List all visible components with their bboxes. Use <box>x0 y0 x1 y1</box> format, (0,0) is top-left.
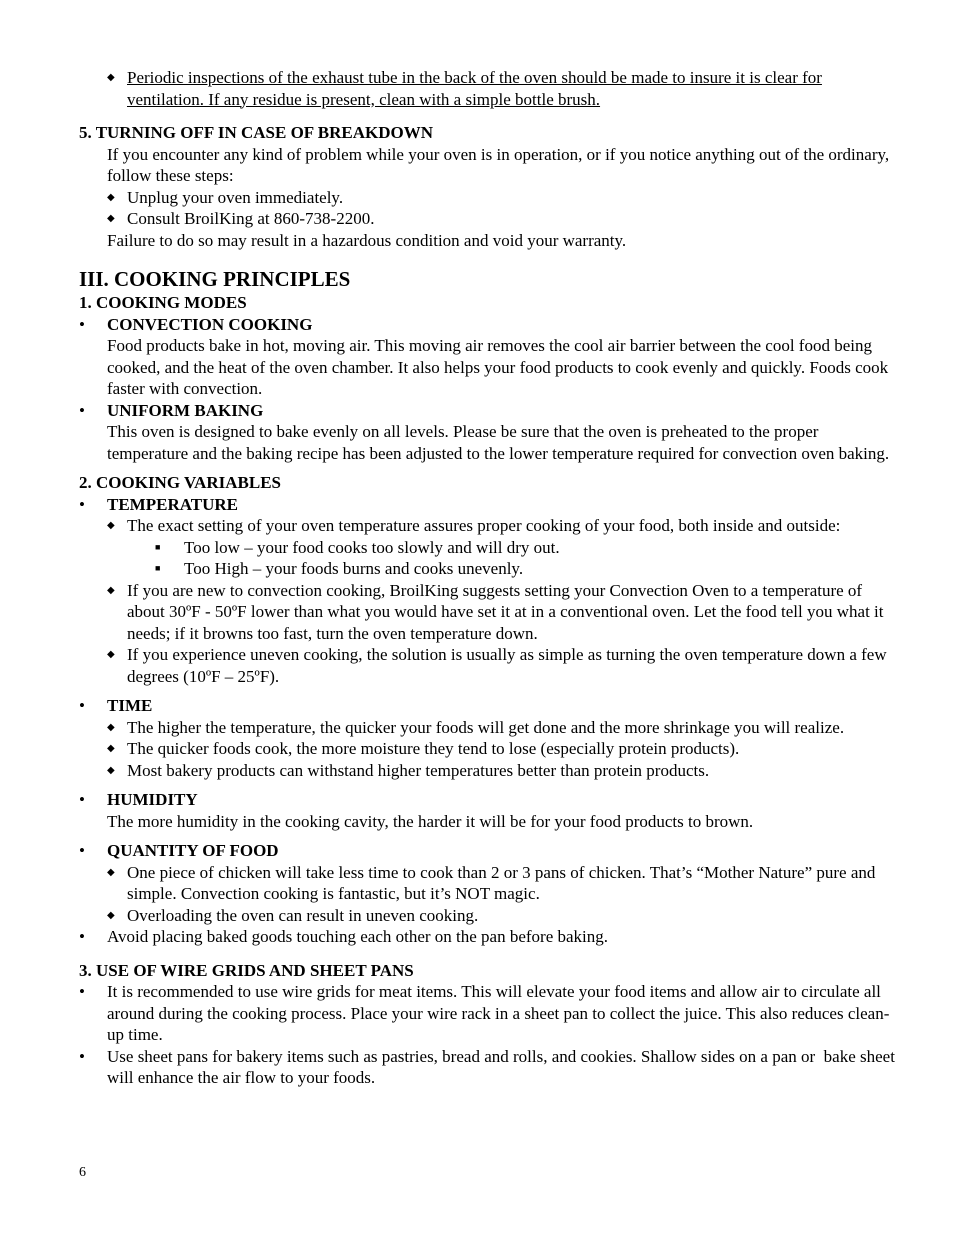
time-bullet-text: Most bakery products can withstand higher temperatures better than protein products. <box>127 760 710 780</box>
time-title: TIME <box>107 696 153 715</box>
cooking-modes-heading: 1. COOKING MODES <box>79 293 247 312</box>
manual-page <box>79 67 899 1089</box>
uniform-baking-text: This oven is designed to bake evenly on all levels. Please be sure that the oven is preheated to the proper temperature and the baking recipe has been adjusted to the lower temperature required for convection oven baking. <box>107 422 890 463</box>
time-bullet <box>79 760 899 782</box>
quantity-bullet <box>79 905 899 927</box>
temperature-item <box>79 494 899 516</box>
diamond-bullet-icon: ◆ <box>107 743 115 754</box>
round-bullet-icon: • <box>79 400 85 420</box>
breakdown-outro: Failure to do so may result in a hazardous condition and void your warranty. <box>107 230 627 250</box>
diamond-bullet-icon: ◆ <box>107 764 115 776</box>
avoid-touching-item <box>79 926 899 948</box>
exhaust-inspection-text: Periodic inspections of the exhaust tube in the back of the oven should be made to insure it is clear for ventilation. If any residue is present, clean with a simple bottle brush. <box>127 68 822 109</box>
humidity-item <box>79 789 899 832</box>
temperature-title: TEMPERATURE <box>107 494 238 514</box>
uniform-baking-title: UNIFORM BAKING <box>107 400 264 420</box>
diamond-bullet-icon: ◆ <box>107 72 115 83</box>
breakdown-intro: If you encounter any kind of problem while your oven is in operation, or if you notice anything out of the ordinary, follow these steps: <box>107 144 890 185</box>
breakdown-step <box>79 187 899 209</box>
breakdown-step-text: Consult BroilKing at 860-738-2200. <box>127 209 375 228</box>
temperature-sub-bullet <box>79 537 899 559</box>
square-bullet-icon: ■ <box>155 541 161 552</box>
round-bullet-icon: • <box>79 841 85 860</box>
diamond-bullet-icon: ◆ <box>107 520 115 531</box>
quantity-bullet <box>79 862 899 905</box>
time-bullet-text: The quicker foods cook, the more moisture they tend to lose (especially protein products). <box>127 739 740 758</box>
wire-grids-item <box>79 981 899 1046</box>
humidity-title: HUMIDITY <box>107 790 198 809</box>
time-bullet <box>79 738 899 760</box>
convection-cooking-title: CONVECTION COOKING <box>107 314 313 334</box>
round-bullet-icon: • <box>79 494 85 514</box>
sheet-pans-text: Use sheet pans for bakery items such as pastries, bread and rolls, and cookies. Shallow sides on a pan or bake sheet will enhance the air flow to your foods. <box>107 1046 895 1087</box>
diamond-bullet-icon: ◆ <box>107 649 115 660</box>
cooking-variables-heading: 2. COOKING VARIABLES <box>79 473 282 492</box>
temperature-bullet <box>79 515 899 537</box>
wire-grids-text: It is recommended to use wire grids for meat items. This will elevate your food items and allow air to circulate all around during the cooking process. Place your wire rack in a sheet pan to collect the juice. This also reduces clean-up time. <box>107 982 890 1044</box>
round-bullet-icon: • <box>79 1046 85 1066</box>
wire-grids-heading: 3. USE OF WIRE GRIDS AND SHEET PANS <box>79 960 414 980</box>
temperature-sub-bullet <box>79 558 899 580</box>
temperature-sub-text: Too High – your foods burns and cooks unevenly. <box>184 559 524 578</box>
diamond-bullet-icon: ◆ <box>107 866 115 878</box>
quantity-item <box>79 840 899 862</box>
humidity-text: The more humidity in the cooking cavity, the harder it will be for your food products to brown. <box>107 811 754 831</box>
diamond-bullet-icon: ◆ <box>107 584 115 596</box>
uniform-baking-item <box>79 400 899 465</box>
round-bullet-icon: • <box>79 696 85 715</box>
temperature-bullet-text: If you experience uneven cooking, the solution is usually as simple as turning the oven temperature down a few degrees (10ºF – 25ºF). <box>127 645 887 686</box>
cooking-principles-heading: III. COOKING PRINCIPLES <box>79 267 351 291</box>
breakdown-step <box>79 208 899 230</box>
quantity-bullet-text: Overloading the oven can result in uneven cooking. <box>127 905 479 925</box>
diamond-bullet-icon: ◆ <box>107 213 115 224</box>
time-bullet <box>79 717 899 739</box>
round-bullet-icon: • <box>79 927 85 946</box>
convection-cooking-item <box>79 314 899 400</box>
breakdown-step-text: Unplug your oven immediately. <box>127 187 344 207</box>
diamond-bullet-icon: ◆ <box>107 191 115 203</box>
avoid-touching-text: Avoid placing baked goods touching each other on the pan before baking. <box>107 927 609 946</box>
section-5-heading: 5. TURNING OFF IN CASE OF BREAKDOWN <box>79 123 434 142</box>
sheet-pans-item <box>79 1046 899 1089</box>
quantity-bullet-text: One piece of chicken will take less time to cook than 2 or 3 pans of chicken. That’s “Mother Nature” pure and simple. Convection cooking is fantastic, but it’s NOT magic. <box>127 862 876 903</box>
round-bullet-icon: • <box>79 790 85 809</box>
temperature-bullet-text: The exact setting of your oven temperature assures proper cooking of your food, both inside and outside: <box>127 516 841 535</box>
convection-cooking-text: Food products bake in hot, moving air. This moving air removes the cool air barrier between the cool food being cooked, and the heat of the oven chamber. It also helps your food products to cook evenly and quickly. Foods cook faster with convection. <box>107 336 889 398</box>
temperature-bullet <box>79 580 899 645</box>
time-item <box>79 695 899 717</box>
quantity-title: QUANTITY OF FOOD <box>107 841 279 860</box>
diamond-bullet-icon: ◆ <box>107 909 115 921</box>
diamond-bullet-icon: ◆ <box>107 721 115 733</box>
exhaust-inspection-bullet <box>79 67 899 110</box>
round-bullet-icon: • <box>79 314 85 334</box>
temperature-bullet <box>79 644 899 687</box>
temperature-bullet-text: If you are new to convection cooking, BroilKing suggests setting your Convection Oven to a temperature of about 30ºF - 50ºF lower than what you would have set it at in a conventional oven. Let the food tell you what it needs; if it browns too fast, turn the oven temperature down. <box>127 580 884 643</box>
round-bullet-icon: • <box>79 982 85 1001</box>
time-bullet-text: The higher the temperature, the quicker your foods will get done and the more shrinkage you will realize. <box>127 717 845 737</box>
temperature-sub-text: Too low – your food cooks too slowly and will dry out. <box>184 537 560 557</box>
square-bullet-icon: ■ <box>155 563 161 573</box>
page-number: 6 <box>79 1165 86 1180</box>
